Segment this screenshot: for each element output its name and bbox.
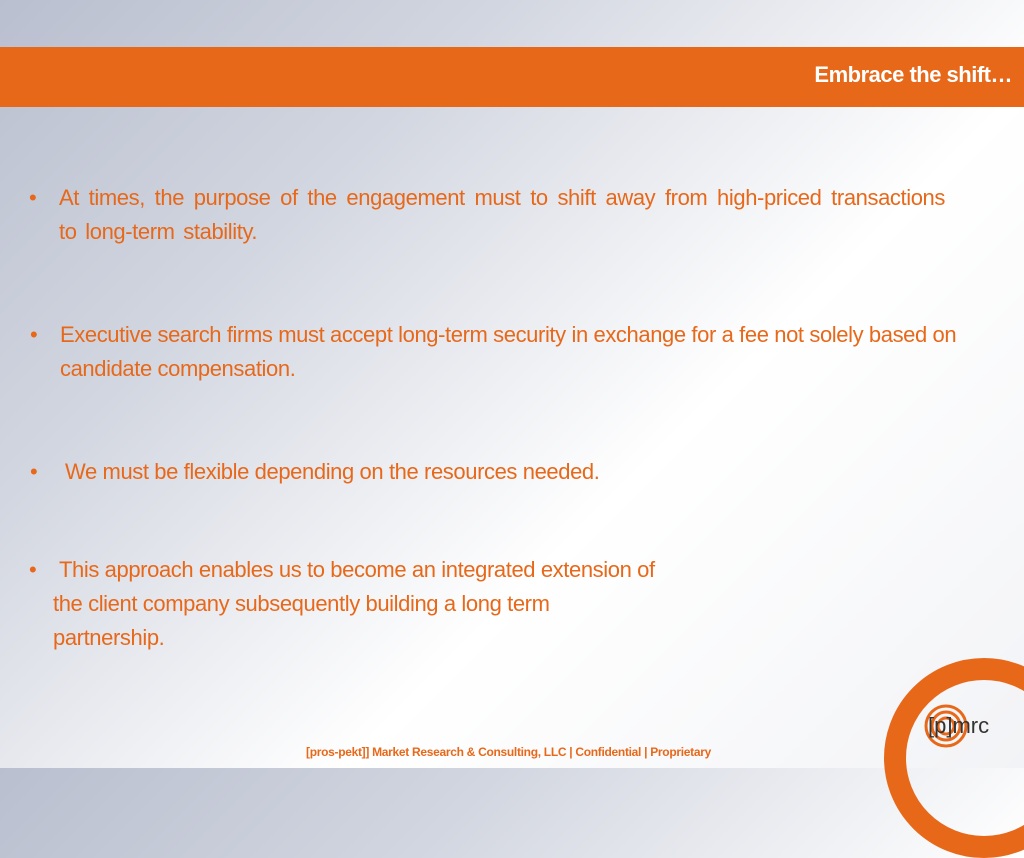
bullet-item: [29, 553, 739, 655]
bullet-item: [30, 455, 965, 489]
bullet-dot: •: [30, 322, 38, 347]
bullet-text-line: partnership.: [53, 625, 165, 650]
bullet-item: [29, 181, 945, 249]
bullet-dot: •: [29, 557, 37, 582]
bullet-text: Executive search firms must accept long-term security in exchange for a fee not solely based on candidate compensation.: [60, 322, 957, 381]
bullet-text-line: the client company subsequently building a long term: [53, 591, 550, 616]
bullet-text: At times, the purpose of the engagement must to shift away from high-priced transactions to long-term stability.: [59, 185, 945, 244]
logo-text: [p]mrc: [928, 713, 990, 738]
title-band: [0, 47, 1024, 107]
slide-title: Embrace the shift…: [814, 62, 1012, 87]
bullet-text: We must be flexible depending on the resources needed.: [65, 459, 600, 484]
footer-text: [pros-pekt]] Market Research & Consulting, LLC | Confidential | Proprietary: [306, 745, 711, 759]
bullet-dot: •: [30, 459, 38, 484]
bullet-item: [30, 318, 970, 386]
bullet-text-line: This approach enables us to become an integrated extension of: [59, 557, 655, 582]
bullet-dot: •: [29, 185, 37, 210]
